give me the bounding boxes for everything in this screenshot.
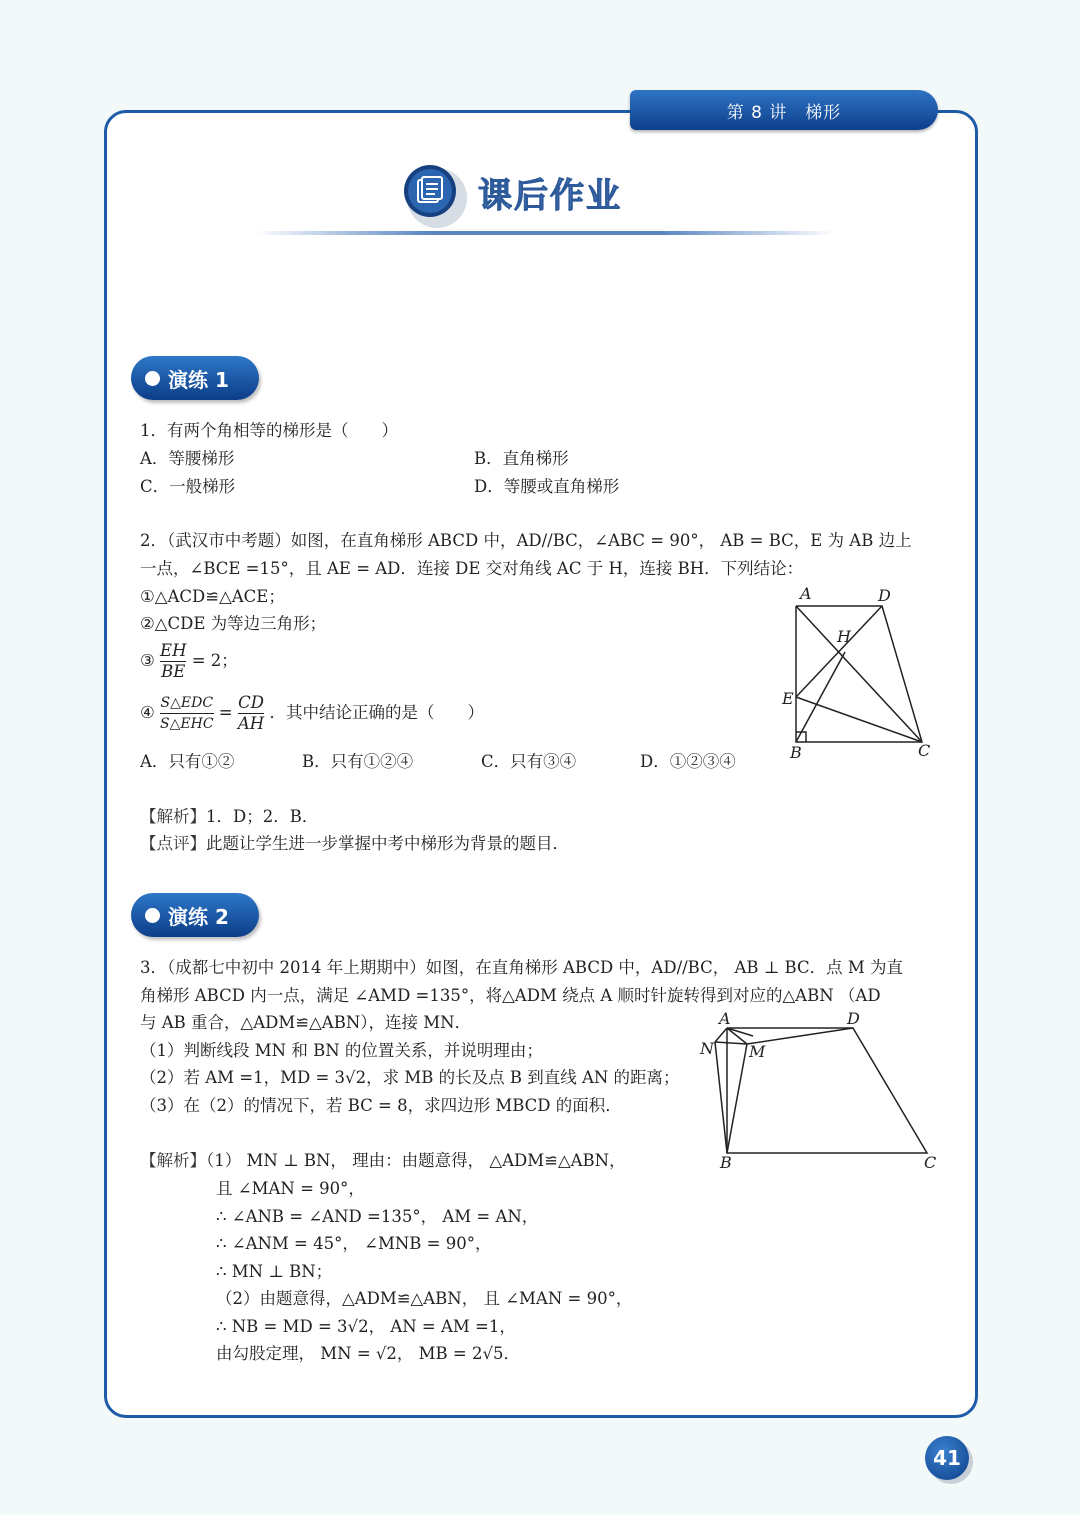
segment-ec (796, 697, 922, 742)
label-a: A (800, 584, 812, 603)
segment-mb (727, 1044, 747, 1153)
fraction-eh-be (160, 641, 186, 682)
frac-num: S△EDC (160, 693, 214, 714)
frac-den: S△EHC (160, 716, 214, 732)
q1-option-b: B．直角梯形 (474, 449, 569, 468)
label-m: M (749, 1042, 766, 1061)
label-e: E (782, 689, 794, 708)
title-divider (255, 231, 835, 235)
q1-option-c: C．一般梯形 (140, 477, 236, 496)
q2-option-a: A．只有①② (140, 752, 235, 771)
comment-tag: 【点评】 (140, 834, 206, 853)
comment-text: 此题让学生进一步掌握中考中梯形为背景的题目． (206, 834, 569, 853)
practice1-badge (131, 356, 259, 400)
solution-line: 由勾股定理， MN = √2， MB = 2√5． (216, 1344, 520, 1363)
q12-comment (140, 834, 569, 854)
c3-marker: ③ (140, 651, 155, 670)
solution-line: ∴ ∠ANM = 45°， ∠MNB = 90°， (216, 1234, 492, 1253)
q2-option-b: B．只有①②④ (302, 752, 414, 771)
q2-line2: 一点，∠BCE =15°，且 AE = AD．连接 DE 交对角线 AC 于 H，连接 BH．下列结论： (140, 559, 804, 578)
practice1-label: 演练 1 (168, 367, 229, 392)
solution-line: （2）由题意得，△ADM≌△ABN， 且 ∠MAN = 90°， (216, 1289, 633, 1308)
frac-den: AH (237, 714, 265, 733)
chapter-header (630, 90, 938, 130)
frac-num: CD (238, 693, 264, 712)
q3-part1: （1）判断线段 MN 和 BN 的位置关系，并说明理由； (140, 1041, 543, 1060)
chapter-label: 第 8 讲 梯形 (726, 102, 842, 123)
q3-line1: 3．（成都七中初中 2014 年上期期中）如图，在直角梯形 ABCD 中，AD//BC， AB ⊥ BC．点 M 为直 (140, 958, 903, 977)
q1-option-d: D．等腰或直角梯形 (474, 477, 620, 496)
label-b: B (720, 1153, 732, 1172)
diagonal-ac (796, 606, 922, 742)
equals-sign: = (218, 703, 233, 722)
frac-den: BE (161, 662, 186, 681)
solution-line: ∴ MN ⊥ BN； (216, 1262, 333, 1281)
label-a: A (719, 1009, 731, 1028)
q2-conclusion-3 (140, 641, 238, 682)
analysis-text: 1．D；2．B． (206, 807, 319, 826)
label-c: C (924, 1153, 937, 1172)
analysis-tag: 【解析】 (140, 1151, 206, 1170)
page-number: 41 (925, 1436, 969, 1480)
fraction-cd-ah (238, 693, 264, 734)
c4-marker: ④ (140, 703, 155, 722)
solution-line: （1） MN ⊥ BN， 理由：由题意得， △ADM≌△ABN， (206, 1151, 626, 1170)
homework-title: 课后作业 (478, 176, 622, 216)
label-c: C (918, 741, 931, 760)
solution-line: ∴ NB = MD = 3√2， AN = AM =1， (216, 1317, 516, 1336)
bullet-dot-icon (145, 371, 160, 386)
q3-analysis-line1 (140, 1151, 626, 1171)
segment-bh (796, 652, 845, 742)
bullet-dot-icon (145, 908, 160, 923)
practice2-badge (131, 893, 259, 937)
q1-option-a: A．等腰梯形 (140, 449, 235, 468)
q2-option-d: D．①②③④ (640, 752, 736, 771)
label-b: B (790, 743, 802, 762)
c4-suffix: ．其中结论正确的是（ ） (269, 703, 484, 722)
q2-option-c: C．只有③④ (481, 752, 577, 771)
fraction-area-ratio (160, 693, 214, 734)
frac-num: EH (160, 641, 187, 660)
q3-figure (695, 1008, 945, 1173)
label-d: D (847, 1009, 860, 1028)
q3-part2: （2）若 AM =1，MD = 3√2，求 MB 的长及点 B 到直线 AN 的距离； (140, 1068, 680, 1087)
q3-line3: 与 AB 重合，△ADM≌△ABN），连接 MN． (140, 1013, 472, 1032)
q2-line1: 2．（武汉市中考题）如图，在直角梯形 ABCD 中，AD//BC，∠ABC = 90°， AB = BC，E 为 AB 边上 (140, 531, 912, 550)
segment-nb (715, 1042, 727, 1153)
solution-line: ∴ ∠ANB = ∠AND =135°， AM = AN， (216, 1207, 539, 1226)
segment-nm (715, 1042, 747, 1044)
q2-conclusion-1: ①△ACD≌△ACE； (140, 587, 285, 606)
label-d: D (878, 586, 891, 605)
segment-an (715, 1028, 727, 1042)
q3-part3: （3）在（2）的情况下，若 BC = 8，求四边形 MBCD 的面积． (140, 1096, 622, 1115)
analysis-tag: 【解析】 (140, 807, 206, 826)
label-n: N (700, 1039, 714, 1058)
c3-suffix: = 2； (191, 651, 238, 670)
q2-figure (770, 582, 950, 772)
q12-analysis (140, 807, 318, 827)
q1-stem: 1．有两个角相等的梯形是（ ） (140, 421, 398, 440)
practice2-label: 演练 2 (168, 904, 229, 929)
label-h: H (837, 627, 851, 646)
q2-conclusion-2: ②△CDE 为等边三角形； (140, 614, 327, 633)
q2-conclusion-4 (140, 693, 484, 734)
solution-line: 且 ∠MAN = 90°， (216, 1179, 365, 1198)
homework-book-icon (402, 163, 468, 229)
q3-line2: 角梯形 ABCD 内一点，满足 ∠AMD =135°，将△ADM 绕点 A 顺时针旋转得到对应的△ABN （AD (140, 986, 881, 1005)
